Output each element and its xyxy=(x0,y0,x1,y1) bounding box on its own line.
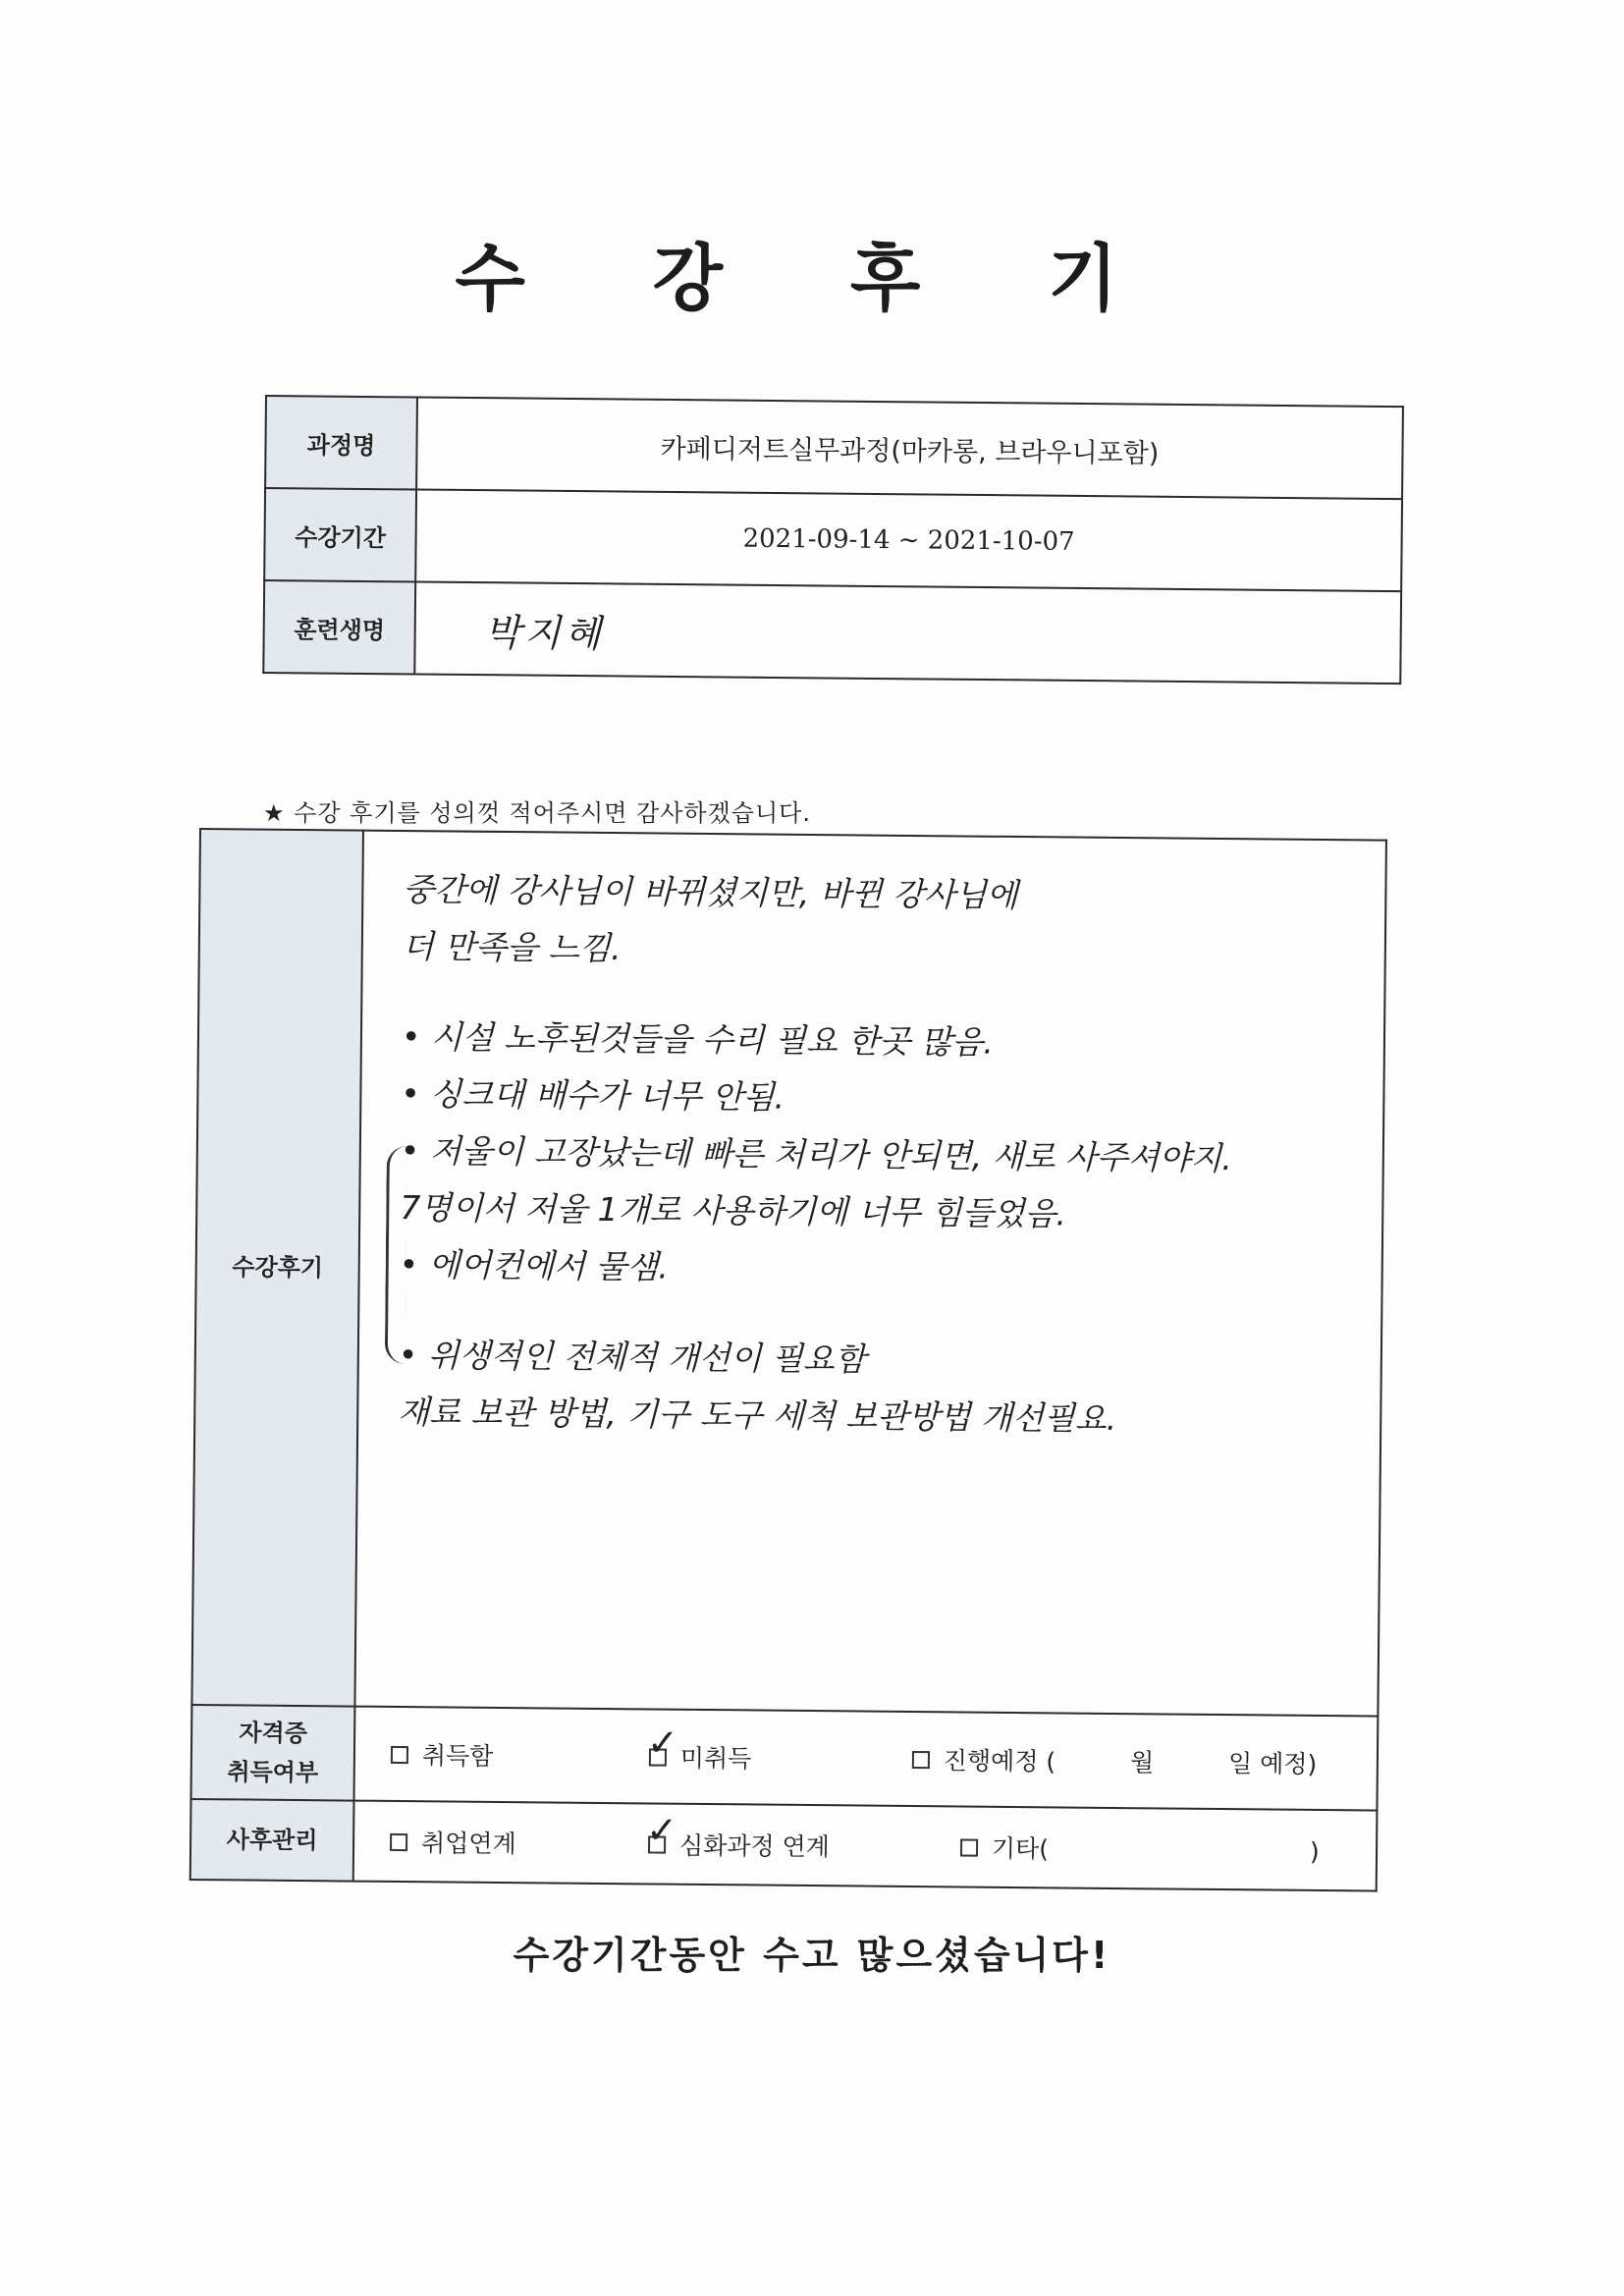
aftercare-option-other[interactable] xyxy=(960,1829,1320,1868)
review-line: • 저울이 고장났는데 빠른 처리가 안되면, 새로 사주셔야지. xyxy=(400,1130,1233,1178)
checkbox[interactable] xyxy=(390,1833,407,1851)
course-label: 과정명 xyxy=(265,396,417,489)
closing-message: 수강기간동안 수고 많으셨습니다! xyxy=(513,1934,1111,1977)
course-value: 카페디저트실무과정(마카롱, 브라우니포함) xyxy=(416,397,1403,499)
checkbox-checked[interactable] xyxy=(645,1808,678,1853)
checkbox-checked[interactable] xyxy=(646,1721,679,1766)
check-mark-icon: ✓ xyxy=(646,1721,679,1765)
course-info-table xyxy=(262,395,1404,684)
trainee-label: 훈련생명 xyxy=(263,580,415,674)
review-line: 더 만족을 느낌. xyxy=(402,926,622,968)
certificate-label-line: 자격증 xyxy=(239,1719,308,1748)
option-label: 진행예정 ( xyxy=(943,1746,1056,1777)
option-label: 심화과정 연계 xyxy=(678,1831,831,1862)
month-label: 월 xyxy=(1129,1748,1155,1777)
checkbox[interactable] xyxy=(391,1746,408,1764)
review-line: • 시설 노후된것들을 수리 필요 한곳 많음. xyxy=(401,1016,995,1062)
review-line: 재료 보관 방법, 기구 도구 세척 보관방법 개선필요. xyxy=(398,1392,1117,1438)
certificate-label xyxy=(191,1705,355,1801)
review-label: 수강후기 xyxy=(191,829,363,1707)
certificate-options xyxy=(353,1707,1378,1811)
trainee-value-cell xyxy=(414,581,1401,683)
certificate-option-not-obtained[interactable] xyxy=(646,1721,904,1776)
trainee-row xyxy=(263,580,1401,683)
aftercare-row xyxy=(190,1799,1378,1891)
certificate-row xyxy=(191,1705,1379,1811)
day-label: 일 예정) xyxy=(1227,1749,1318,1778)
course-row xyxy=(265,396,1403,499)
option-label: 취업연계 xyxy=(420,1829,516,1859)
instruction-note: ★ 수강 후기를 성의껏 적어주시면 감사하겠습니다. xyxy=(263,799,811,827)
review-row xyxy=(191,829,1386,1717)
checkbox[interactable] xyxy=(912,1751,930,1769)
review-line: • 위생적인 전체적 개선이 필요함 xyxy=(398,1335,866,1379)
review-line: • 싱크대 배수가 너무 안됨. xyxy=(401,1073,785,1117)
review-line: • 에어컨에서 물샘. xyxy=(399,1244,670,1286)
check-mark-icon: ✓ xyxy=(645,1808,678,1852)
review-line: 중간에 강사님이 바뀌셨지만, 바뀐 강사님에 xyxy=(403,869,1018,915)
period-value: 2021-09-14 ~ 2021-10-07 xyxy=(415,489,1402,591)
aftercare-options xyxy=(353,1801,1378,1891)
option-label: 미취득 xyxy=(679,1743,752,1774)
aftercare-option-employment[interactable] xyxy=(390,1824,640,1861)
option-label: 취득함 xyxy=(421,1741,494,1771)
aftercare-label: 사후관리 xyxy=(190,1799,354,1882)
page-title: 수 강 후 기 xyxy=(455,237,1169,321)
period-label: 수강기간 xyxy=(264,488,416,581)
review-table xyxy=(189,828,1387,1892)
certificate-label-line: 취득여부 xyxy=(227,1758,319,1787)
closing-paren: ) xyxy=(1309,1836,1320,1866)
aftercare-option-advanced[interactable] xyxy=(645,1808,952,1864)
period-row xyxy=(264,488,1402,591)
checkbox[interactable] xyxy=(960,1838,978,1856)
option-label: 기타( xyxy=(991,1833,1050,1864)
trainee-signature: 박지혜 xyxy=(484,610,606,655)
certificate-option-obtained[interactable] xyxy=(391,1736,641,1774)
certificate-option-scheduled[interactable] xyxy=(912,1741,1318,1780)
review-body xyxy=(354,831,1386,1717)
handwritten-bracket xyxy=(385,1146,407,1364)
review-line: 7명이서 저울 1개로 사용하기에 너무 힘들었음. xyxy=(400,1187,1067,1233)
